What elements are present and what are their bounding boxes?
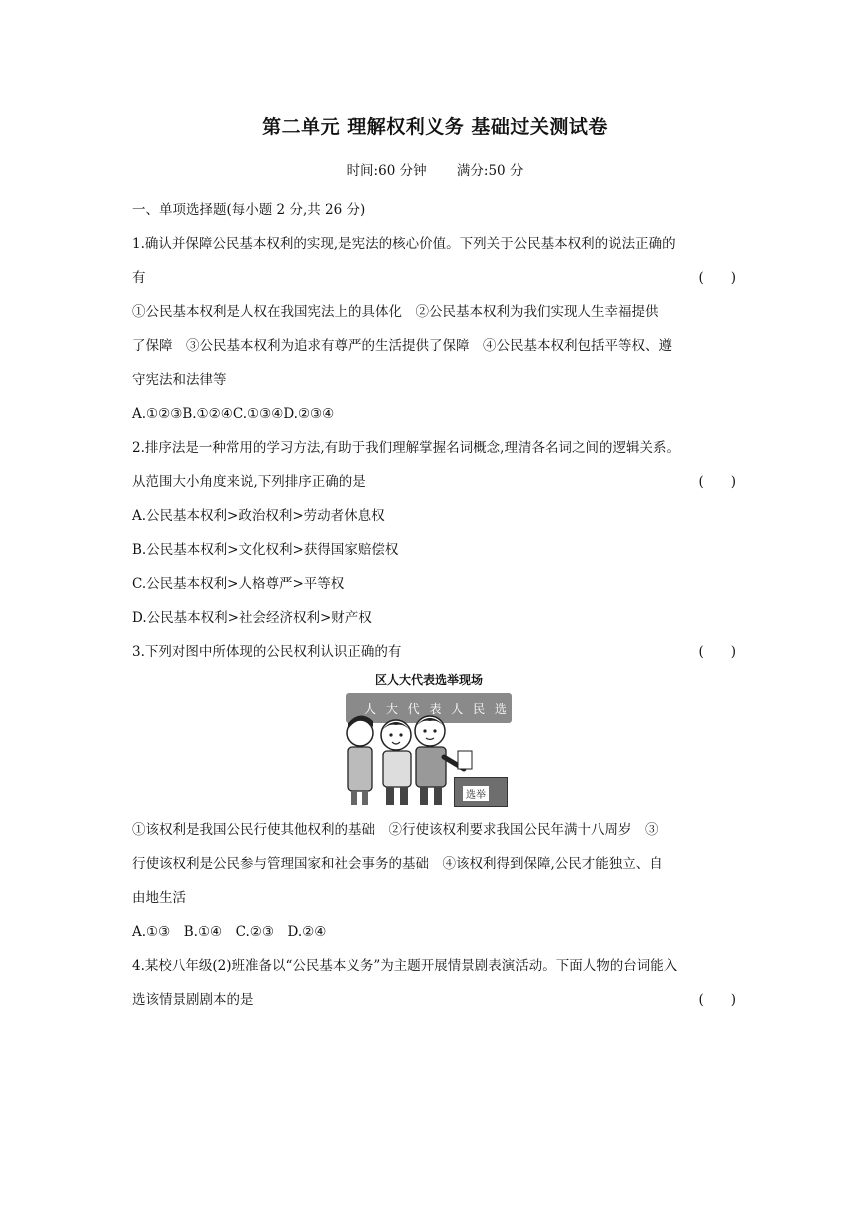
- question-1: [132, 227, 738, 431]
- full-score: 满分:50 分: [456, 163, 524, 179]
- q4-answer-paren: ( ): [698, 992, 736, 1008]
- q1-options: A.①②③B.①②④C.①③④D.②③④: [132, 406, 335, 422]
- ballot-box: [454, 777, 508, 807]
- q1-stem-text: 有: [132, 270, 146, 286]
- time-limit: 时间:60 分钟: [346, 163, 427, 179]
- illustration-title: 区人大代表选举现场: [374, 673, 483, 687]
- q1-statements-line3: 守宪法和法律等: [132, 372, 227, 388]
- question-3: [132, 635, 738, 949]
- exam-title: 第二单元 理解权利义务 基础过关测试卷: [262, 116, 608, 138]
- q1-statements-line1: ①公民基本权利是人权在我国宪法上的具体化 ②公民基本权利为我们实现人生幸福提供: [132, 304, 659, 320]
- q2-answer-paren: ( ): [698, 474, 736, 490]
- q1-stem-line2: [132, 261, 738, 295]
- q3-statements-line3: 由地生活: [132, 890, 186, 906]
- q3-answer-paren: ( ): [698, 644, 736, 660]
- election-illustration: [346, 671, 512, 807]
- girl-figure: [347, 715, 373, 805]
- q3-statements-line2: 行使该权利是公民参与管理国家和社会事务的基础 ④该权利得到保障,公民才能独立、自: [132, 856, 663, 872]
- question-4: [132, 949, 738, 1017]
- exam-content: [132, 112, 738, 1017]
- boy-figure-1: [381, 720, 411, 805]
- section-heading: 一、单项选择题(每小题 2 分,共 26 分): [132, 202, 366, 218]
- q3-stem-text: 3.下列对图中所体现的公民权利认识正确的有: [132, 644, 402, 660]
- q2-option-b: B.公民基本权利>文化权利>获得国家赔偿权: [132, 542, 399, 558]
- q2-option-a: A.公民基本权利>政治权利>劳动者休息权: [132, 508, 385, 524]
- q4-stem-text: 选该情景剧剧本的是: [132, 992, 254, 1008]
- q1-answer-paren: ( ): [698, 270, 736, 286]
- q3-statements-line1: ①该权利是我国公民行使其他权利的基础 ②行使该权利要求我国公民年满十八周岁 ③: [132, 822, 659, 838]
- q1-stem-line1: 1.确认并保障公民基本权利的实现,是宪法的核心价值。下列关于公民基本权利的说法正确的: [132, 236, 676, 252]
- q2-stem-text: 从范围大小角度来说,下列排序正确的是: [132, 474, 366, 490]
- banner-text: 人 大 代 表 人 民 选: [364, 702, 510, 716]
- ballot-box-label: 选举: [463, 786, 489, 801]
- q3-options: A.①③ B.①④ C.②③ D.②④: [132, 924, 327, 940]
- q4-stem-line1: 4.某校八年级(2)班准备以“公民基本义务”为主题开展情景剧表演活动。下面人物的台词能入: [132, 958, 678, 974]
- question-2: [132, 431, 738, 635]
- q2-stem-line1: 2.排序法是一种常用的学习方法,有助于我们理解掌握名词概念,理清各名词之间的逻辑关系。: [132, 440, 680, 456]
- q2-option-c: C.公民基本权利>人格尊严>平等权: [132, 576, 345, 592]
- q2-option-d: D.公民基本权利>社会经济权利>财产权: [132, 610, 372, 626]
- q1-statements-line2: 了保障 ③公民基本权利为追求有尊严的生活提供了保障 ④公民基本权利包括平等权、遵: [132, 338, 672, 354]
- q2-stem-line2: [132, 465, 738, 499]
- exam-meta: [132, 159, 738, 179]
- q4-stem-line2: [132, 983, 738, 1017]
- q3-stem: [132, 635, 738, 669]
